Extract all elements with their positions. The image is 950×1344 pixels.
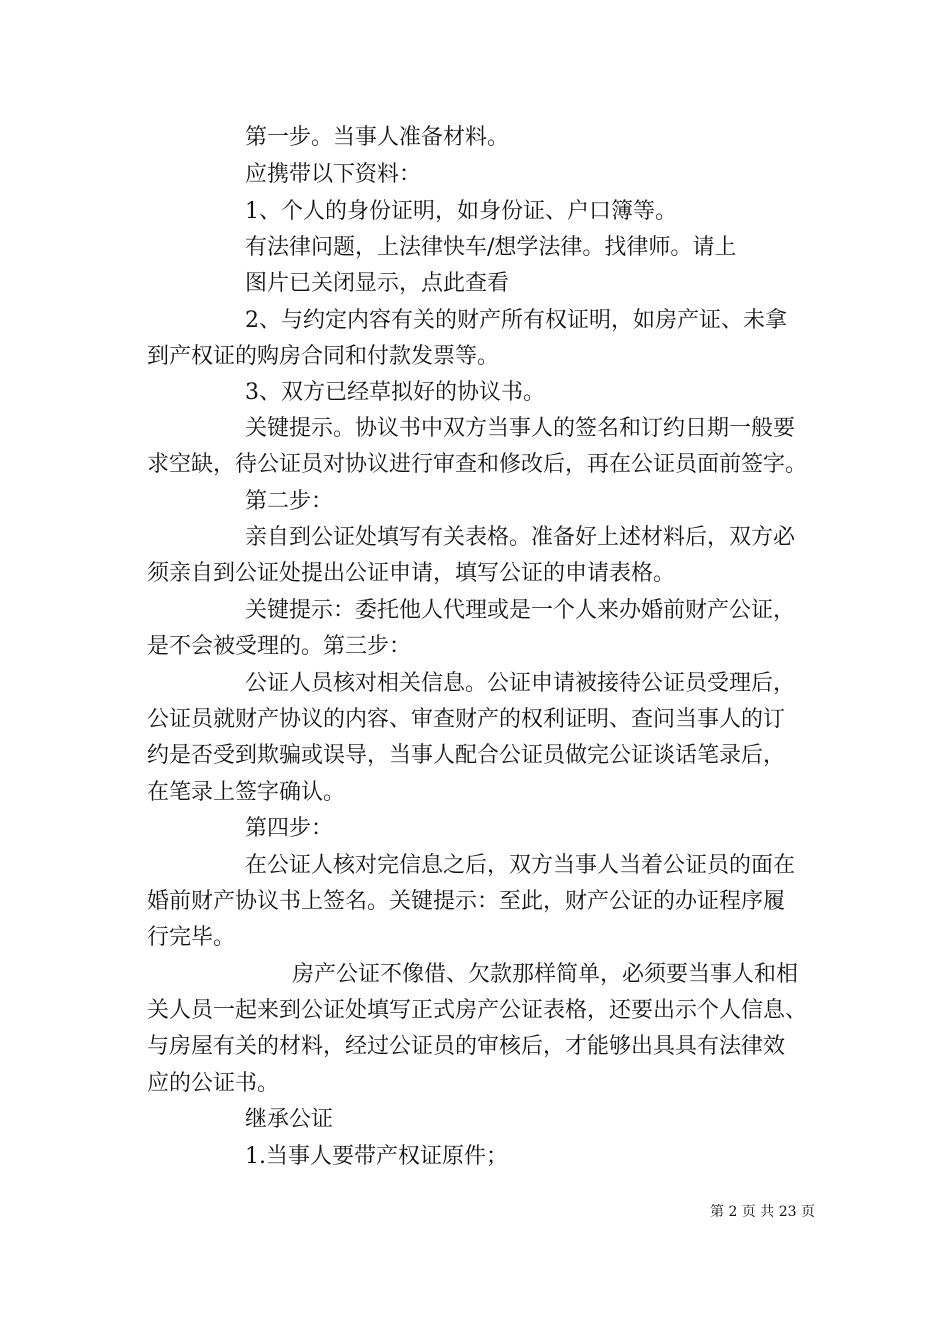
text-line: 应携带以下资料：	[245, 162, 422, 187]
section-heading: 第二步：	[245, 489, 334, 514]
text-line: 2、与约定内容有关的财产所有权证明，如房产证、未拿	[245, 308, 787, 333]
text-line: 在公证人核对完信息之后，双方当事人当着公证员的面在	[245, 853, 796, 878]
text-line: 1、个人的身份证明，如身份证、户口簿等。	[245, 199, 677, 224]
text-line: 第一步。当事人准备材料。	[245, 125, 510, 150]
text-line: 须亲自到公证处提出公证申请，填写公证的申请表格。	[147, 561, 676, 586]
text-line: 与房屋有关的材料，经过公证员的审核后，才能够出具具有法律效	[147, 1034, 786, 1059]
text-line: 是不会被受理的。第三步：	[147, 634, 412, 659]
text-line: 1.当事人要带产权证原件；	[245, 1144, 508, 1169]
text-line: 公证员就财产协议的内容、审查财产的权利证明、查问当事人的订	[147, 707, 786, 732]
text-line: 有法律问题，上法律快车/想学法律。找律师。请上	[245, 235, 737, 260]
text-line: 在笔录上签字确认。	[147, 780, 346, 805]
text-line: 公证人员核对相关信息。公证申请被接待公证员受理后，	[245, 671, 796, 696]
page-footer: 第 2 页 共 23 页	[710, 1204, 815, 1220]
text-line: 3、双方已经草拟好的协议书。	[245, 380, 545, 405]
text-line: 应的公证书。	[147, 1071, 280, 1096]
text-line: 约是否受到欺骗或误导，当事人配合公证员做完公证谈话笔录后，	[147, 743, 786, 768]
text-line: 房产公证不像借、欠款那样简单，必须要当事人和相	[292, 962, 799, 987]
text-line: 到产权证的购房合同和付款发票等。	[147, 344, 500, 369]
section-heading: 第四步：	[245, 816, 334, 841]
text-line: 求空缺，待公证员对协议进行审查和修改后，再在公证员面前签字。	[147, 452, 808, 477]
image-placeholder-link[interactable]: 图片已关闭显示，点此查看	[245, 271, 510, 296]
text-line: 亲自到公证处填写有关表格。准备好上述材料后，双方必	[245, 525, 796, 550]
text-line: 关键提示。协议书中双方当事人的签名和订约日期一般要	[245, 416, 796, 441]
text-line: 关人员一起来到公证处填写正式房产公证表格，还要出示个人信息、	[147, 998, 808, 1023]
text-line: 行完毕。	[147, 925, 236, 950]
text-line: 关键提示：委托他人代理或是一个人来办婚前财产公证，	[245, 598, 796, 623]
section-heading: 继承公证	[245, 1107, 334, 1132]
text-line: 婚前财产协议书上签名。关键提示：至此，财产公证的办证程序履	[147, 889, 786, 914]
